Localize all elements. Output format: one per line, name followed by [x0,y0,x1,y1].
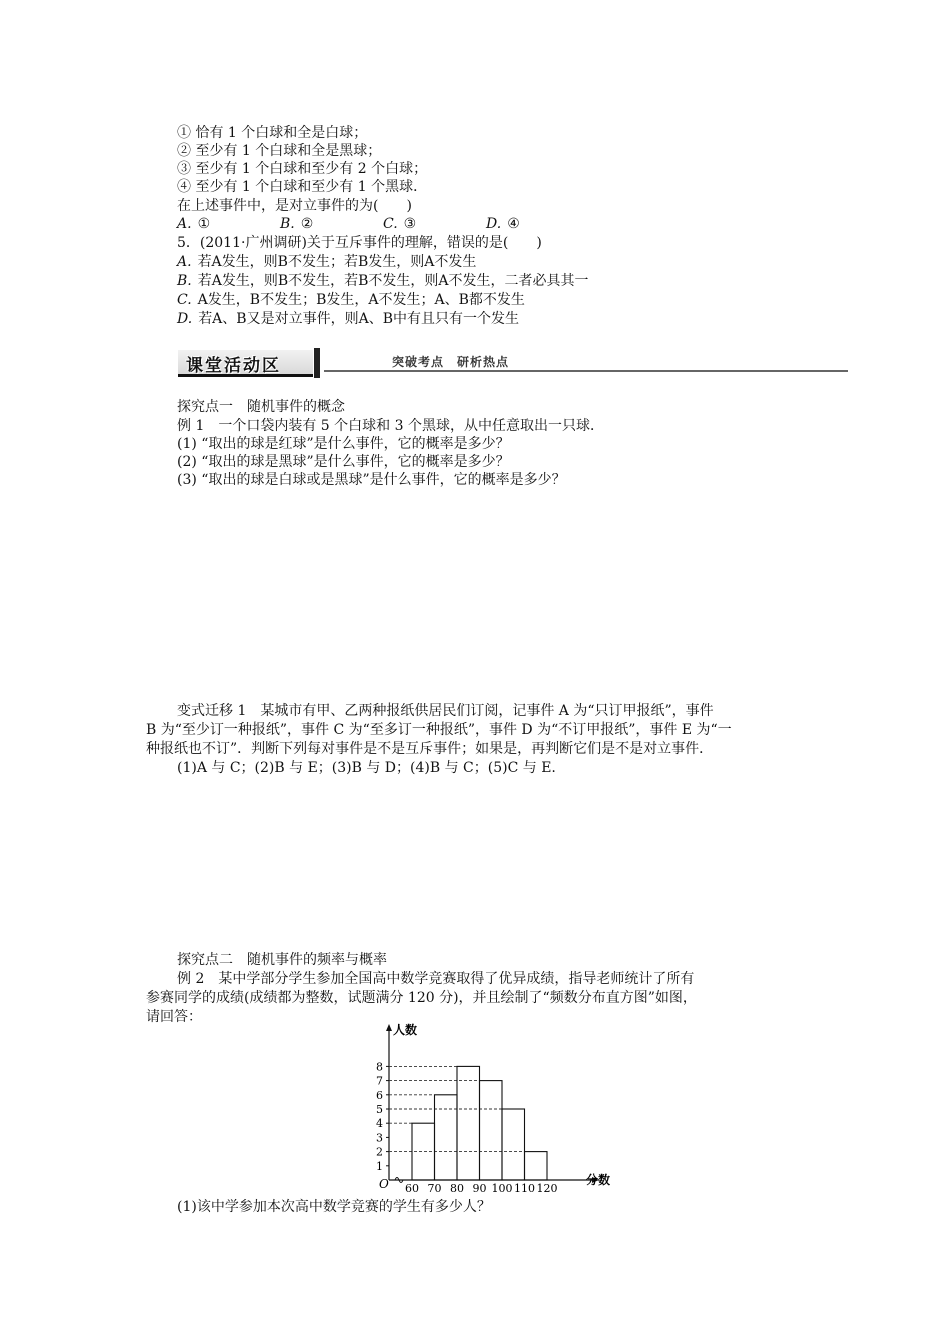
variant1-line2: B 为“至少订一种报纸”，事件 C 为“至多订一种报纸”，事件 D 为“不订甲报纸”，事件 E 为“一 [146,722,732,738]
y-tick-label-1: 1 [376,1159,383,1173]
x-tick-label-120: 120 [536,1182,558,1192]
x-tick-label-100: 100 [491,1182,513,1192]
histogram-bar-110-120 [525,1152,548,1180]
q5-option-c: C. A发生，B不发生；B发生，A不发生；A、B都不发生 [177,292,525,308]
x-tick-label-70: 70 [427,1182,442,1192]
q5-option-b: B. 若A发生，则B不发生，若B不发生，则A不发生，二者必具其一 [177,273,589,289]
banner-rule [324,370,848,372]
x-tick-label-80: 80 [450,1182,464,1192]
example1-q3: (3) “取出的球是白球或是黑球”是什么事件，它的概率是多少？ [177,472,566,488]
q4-item-3: ③ 至少有 1 个白球和至少有 2 个白球； [177,161,428,177]
histogram-bar-100-110 [502,1109,525,1180]
example2-q1: (1)该中学参加本次高中数学竞赛的学生有多少人？ [177,1199,491,1215]
example2-line1: 例 2 某中学部分学生参加全国高中数学竞赛取得了优异成绩，指导老师统计了所有 [177,971,695,987]
q4-prompt: 在上述事件中，是对立事件的为( ) [177,198,412,214]
variant1-line1: 变式迁移 1 某城市有甲、乙两种报纸供居民们订阅，记事件 A 为“只订甲报纸”，事件 [177,703,714,719]
q4-item-2: ② 至少有 1 个白球和全是黑球； [177,143,382,159]
y-axis-arrow [386,1024,392,1031]
variant1-line3: 种报纸也不订”．判断下列每对事件是不是互斥事件；如果是，再判断它们是不是对立事件． [146,741,714,757]
y-tick-label-8: 8 [376,1060,383,1074]
y-tick-label-6: 6 [376,1088,383,1102]
x-tick-label-90: 90 [472,1182,487,1192]
banner-box [178,350,313,377]
x-axis-title: 分数 [586,1173,611,1187]
q4-option-b: B. ② [280,216,314,232]
y-tick-label-5: 5 [376,1103,383,1116]
q4-option-a: A. ① [177,216,211,232]
frequency-histogram [362,1022,612,1196]
q5-option-a: A. 若A发生，则B不发生；若B发生，则A不发生 [177,254,477,270]
banner-divider [314,348,320,378]
origin-label: O [379,1177,389,1191]
banner-title: 课堂活动区 [186,356,281,376]
histogram-bar-70-80 [435,1095,458,1180]
q4-item-1: ① 恰有 1 个白球和全是白球； [177,125,368,141]
q5-option-d: D. 若A、B又是对立事件，则A、B中有且只有一个发生 [177,311,519,327]
y-tick-label-2: 2 [376,1145,383,1159]
section2-heading: 探究点二 随机事件的频率与概率 [177,952,387,968]
histogram-svg [362,1022,612,1192]
example1-q2: (2) “取出的球是黑球”是什么事件，它的概率是多少？ [177,454,510,470]
banner-subtitle: 突破考点 研析热点 [392,355,510,369]
x-tick-label-110: 110 [514,1182,535,1192]
q4-options [177,215,520,233]
histogram-bar-80-90 [457,1066,480,1180]
q4-item-4: ④ 至少有 1 个白球和至少有 1 个黑球． [177,179,428,195]
example1-stem: 例 1 一个口袋内装有 5 个白球和 3 个黑球，从中任意取出一只球． [177,418,604,434]
y-tick-label-7: 7 [376,1074,383,1088]
section1-heading: 探究点一 随机事件的概念 [177,399,345,415]
example2-line2: 参赛同学的成绩(成绩都为整数，试题满分 120 分)，并且绘制了“频数分布直方图”如图， [146,990,697,1006]
section-banner [178,346,848,380]
y-axis-title: 人数 [393,1023,418,1037]
y-tick-label-3: 3 [376,1131,383,1145]
q4-option-d: D. ④ [486,216,520,232]
variant1-line4: (1)A 与 C；(2)B 与 E；(3)B 与 D；(4)B 与 C；(5)C 与 E. [177,760,556,776]
q4-option-c: C. ③ [383,216,417,232]
example1-q1: (1) “取出的球是红球”是什么事件，它的概率是多少？ [177,436,510,452]
x-tick-label-60: 60 [405,1182,419,1192]
example2-line3: 请回答： [146,1009,202,1025]
q5-stem: 5．(2011·广州调研)关于互斥事件的理解，错误的是( ) [177,235,542,251]
y-tick-label-4: 4 [376,1117,383,1131]
histogram-bar-90-100 [480,1081,503,1180]
